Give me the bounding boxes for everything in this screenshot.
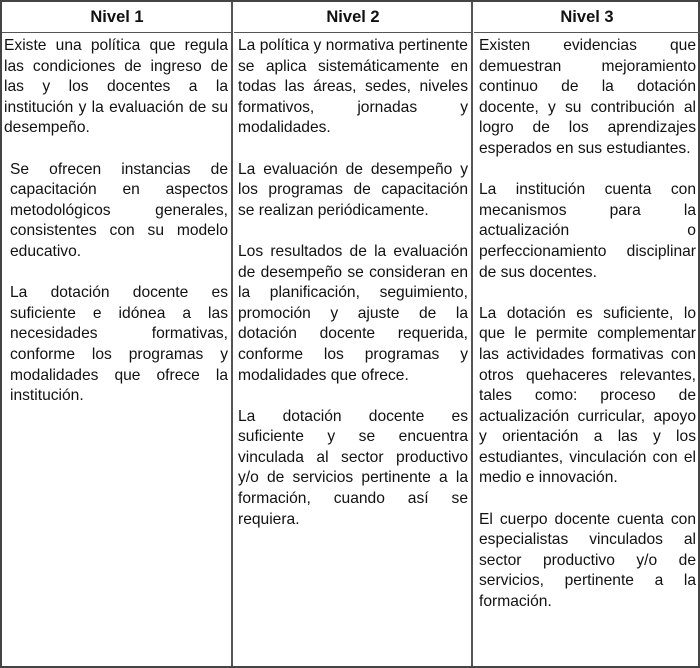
- criterion-paragraph: Existe una política que regula las condiciones de ingreso de las y los docentes a la institución y la evaluación de su desempeño.: [4, 37, 228, 137]
- criterion-paragraph: Los resultados de la evaluación de desempeño se consideran en la planificación, seguimiento, promoción y ajuste de la dotación docente requerida, conforme los programas y modalidades que ofrece.: [238, 242, 468, 384]
- column-nivel-2: [234, 34, 472, 666]
- criterion-paragraph: La dotación es suficiente, lo que le permite complementar las actividades formativas con otros quehaceres relevantes, tales como: proceso de actualización curricular, apoyo y orientación a las y los estudiantes, vinculación con el medio e innovación.: [479, 304, 696, 487]
- criterion-paragraph: La dotación docente es suficiente y se encuentra vinculada al sector productivo y/o de servicios pertinente a la formación, cuando así se requiera.: [238, 407, 468, 528]
- header-nivel-1: Nivel 1: [2, 2, 232, 33]
- header-nivel-2: Nivel 2: [234, 2, 472, 33]
- criterion-paragraph: La dotación docente es suficiente e idónea a las necesidades formativas, conforme los programas y modalidades que ofrece la institución.: [10, 284, 228, 405]
- criterion-paragraph: La evaluación de desempeño y los programas de capacitación se realizan periódicamente.: [238, 160, 468, 219]
- column-nivel-1: [2, 34, 232, 666]
- criterion-paragraph: El cuerpo docente cuenta con especialistas vinculados al sector productivo y/o de servicios, pertinente a la formación.: [479, 510, 696, 611]
- criterion-paragraph: La política y normativa pertinente se aplica sistemáticamente en todas las áreas, sedes, niveles formativos, jornadas y modalidades.: [238, 37, 468, 137]
- criterion-paragraph: Existen evidencias que demuestran mejoramiento continuo de la dotación docente, y su contribución al logro de los aprendizajes esperados en sus estudiantes.: [479, 37, 696, 157]
- criterion-paragraph: Se ofrecen instancias de capacitación en aspectos metodológicos generales, consistentes con su modelo educativo.: [10, 160, 228, 260]
- criterion-paragraph: La institución cuenta con mecanismos para la actualización o perfeccionamiento disciplinar de sus docentes.: [479, 181, 696, 281]
- header-nivel-3: Nivel 3: [474, 2, 700, 33]
- column-nivel-3: [474, 34, 700, 666]
